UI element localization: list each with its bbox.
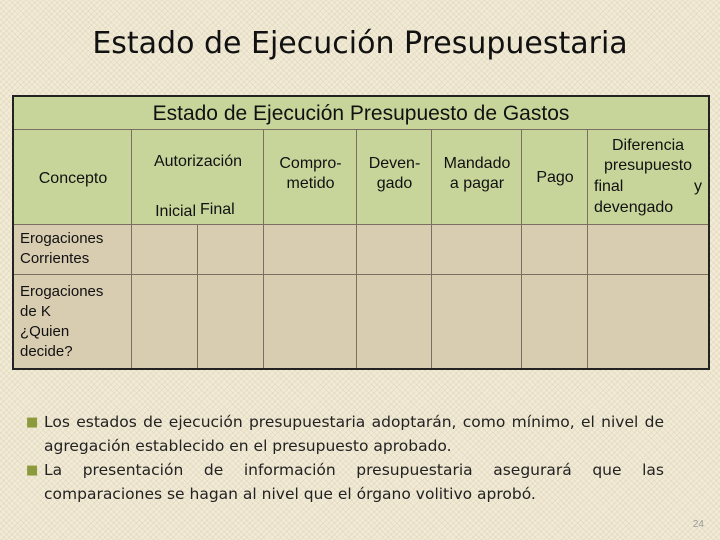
row-corrientes-mandado-cell: [432, 225, 522, 275]
header-diferencia-line2: presupuesto: [603, 157, 693, 174]
row-k-inicial-cell: [132, 275, 198, 368]
row-corrientes-comprometido-cell: [264, 225, 357, 275]
row-corrientes-diferencia-cell: [588, 225, 708, 275]
header-mandado-line2: a pagar: [449, 175, 505, 192]
square-bullet-icon: ■: [26, 463, 39, 478]
page-number: 24: [692, 519, 704, 530]
header-mandado-line1: Mandado: [443, 155, 511, 172]
row-corrientes-label-line2: Corrientes: [20, 250, 90, 267]
bullet-item: [26, 410, 664, 458]
header-diferencia-line3-left: final: [594, 178, 624, 195]
header-pago: Pago: [536, 169, 574, 186]
row-corrientes-devengado-cell: [357, 225, 432, 275]
header-concepto: Concepto: [38, 170, 108, 187]
row-k-comprometido-cell: [264, 275, 357, 368]
table-banner: Estado de Ejecución Presupuesto de Gastos: [14, 97, 708, 130]
header-comprometido-line1: Compro-: [279, 155, 342, 172]
row-k-final-cell: [198, 275, 264, 368]
row-k-label-line2: de K: [20, 303, 51, 320]
row-k-label-line4: decide?: [20, 343, 73, 360]
header-devengado-line1: Deven-: [368, 155, 421, 172]
bullet-text: Los estados de ejecución presupuestaria adoptarán, como mínimo, el nivel de agregación establecido en el presupuesto aprobado.: [44, 413, 664, 455]
row-corrientes-label-line1: Erogaciones: [20, 230, 104, 247]
header-autorizacion: Autorización: [153, 153, 243, 170]
row-corrientes-inicial-cell: [132, 225, 198, 275]
row-k-label-line1: Erogaciones: [20, 283, 104, 300]
header-diferencia-line3-right: y: [694, 178, 702, 195]
header-comprometido-line2: metido: [286, 175, 335, 192]
row-corrientes-final-cell: [198, 225, 264, 275]
row-k-label: [20, 282, 103, 362]
slide-title: Estado de Ejecución Presupuestaria: [92, 26, 628, 61]
header-devengado-line2: gado: [376, 175, 413, 192]
header-diferencia-line1: Diferencia: [611, 137, 685, 154]
bullet-text: La presentación de información presupuestaria asegurará que las comparaciones se hagan al nivel que el órgano volitivo aprobó.: [44, 461, 664, 503]
row-k-label-line3: ¿Quien: [20, 323, 70, 340]
row-corrientes-label: [20, 229, 103, 269]
row-k-mandado-cell: [432, 275, 522, 368]
row-k-pago-cell: [522, 275, 588, 368]
header-diferencia-line4: devengado: [594, 199, 674, 216]
square-bullet-icon: ■: [26, 415, 39, 430]
budget-table: [12, 95, 710, 370]
bullet-list: [26, 410, 664, 506]
row-corrientes-pago-cell: [522, 225, 588, 275]
row-k-diferencia-cell: [588, 275, 708, 368]
row-k-devengado-cell: [357, 275, 432, 368]
bullet-item: [26, 458, 664, 506]
header-inicial: Inicial: [155, 203, 196, 220]
header-final: Final: [200, 201, 235, 218]
